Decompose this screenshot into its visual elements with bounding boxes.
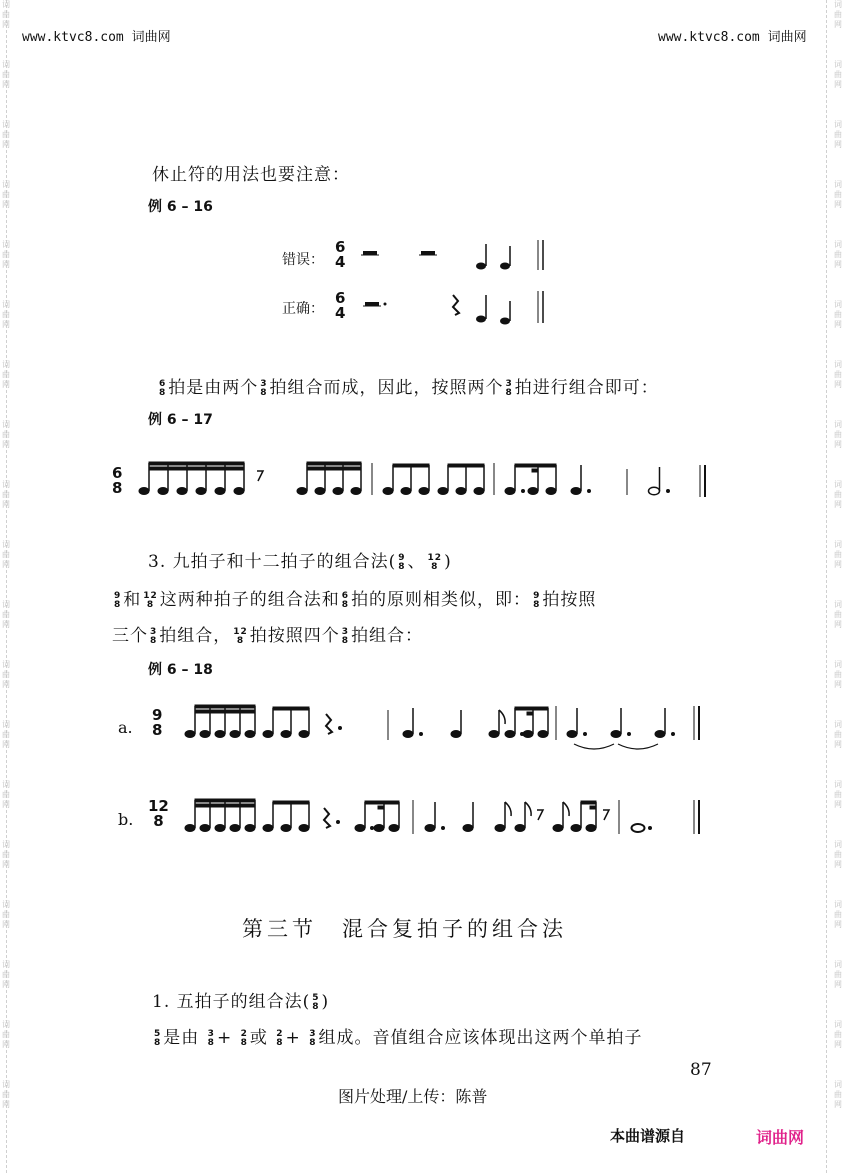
watermark-header-right: www.ktvc8.com 词曲网 bbox=[658, 30, 807, 45]
notation-example-6-18-b bbox=[176, 790, 716, 840]
side-watermark-text: 词 曲 网 bbox=[834, 660, 842, 689]
notation-example-6-17 bbox=[130, 455, 720, 500]
side-watermark-text: 词 曲 网 bbox=[2, 540, 10, 569]
time-signature-6-8: 6 8 bbox=[112, 464, 123, 497]
side-watermark-text: 词 曲 网 bbox=[2, 240, 10, 269]
side-watermark-text: 词 曲 网 bbox=[834, 840, 842, 869]
section-3-paragraph-line-1: 9 8 和 12 8 这两种拍子的组合法和 6 8 拍的原则相类似，即： 9 8 拍按照 bbox=[114, 590, 597, 610]
example-6-16-label: 例 6 – 16 bbox=[148, 199, 213, 215]
example-6-18-label: 例 6 – 18 bbox=[148, 662, 213, 678]
watermark-header-left: www.ktvc8.com 词曲网 bbox=[22, 30, 171, 45]
compound-meter-sentence: 6 8 拍是由两个 3 8 拍组合而成，因此，按照两个 3 8 拍进行组合即可： bbox=[159, 378, 659, 398]
side-watermark-text: 词 曲 网 bbox=[2, 840, 10, 869]
side-watermark-text: 词 曲 网 bbox=[2, 660, 10, 689]
side-watermark-text: 词 曲 网 bbox=[2, 360, 10, 389]
side-watermark-text: 词 曲 网 bbox=[834, 720, 842, 749]
time-signature-12-8: 12 8 bbox=[148, 797, 169, 830]
example-6-17-label: 例 6 – 17 bbox=[148, 412, 213, 428]
side-watermark-text: 词 曲 网 bbox=[834, 960, 842, 989]
section-3-heading: 3. 九拍子和十二拍子的组合法( 9 8 、 12 8 ) bbox=[148, 552, 452, 572]
time-signature-6-4-right: 6 4 bbox=[335, 289, 346, 322]
side-watermark-text: 词 曲 网 bbox=[2, 300, 10, 329]
side-watermark-text: 词 曲 网 bbox=[2, 600, 10, 629]
section-1-heading: 1. 五拍子的组合法( 5 8 ) bbox=[152, 992, 330, 1012]
section-heading: 第三节 混合复拍子的组合法 bbox=[242, 917, 567, 941]
side-watermark-text: 词 曲 网 bbox=[834, 240, 842, 269]
rest-intro-text: 休止符的用法也要注意： bbox=[152, 165, 350, 185]
notation-right bbox=[355, 285, 555, 327]
fraction-12-8: 12 8 bbox=[427, 552, 443, 572]
side-watermark-text: 词 曲 网 bbox=[834, 420, 842, 449]
row-b-label: b. bbox=[118, 810, 134, 829]
wrong-label: 错误： bbox=[282, 252, 324, 268]
side-watermark-text: 词 曲 网 bbox=[834, 360, 842, 389]
side-watermark-text: 词 曲 网 bbox=[834, 600, 842, 629]
side-watermark-text: 词 曲 网 bbox=[2, 1020, 10, 1049]
side-watermark-text: 词 曲 网 bbox=[2, 1080, 10, 1109]
left-watermark-column bbox=[0, 0, 12, 1140]
side-watermark-text: 词 曲 网 bbox=[2, 480, 10, 509]
source-label: 本曲谱源自 bbox=[610, 1127, 686, 1145]
side-watermark-text: 词 曲 网 bbox=[2, 780, 10, 809]
right-watermark-column bbox=[832, 0, 844, 1140]
section-3-paragraph-line-2: 三个 3 8 拍组合， 12 8 拍按照四个 3 8 拍组合： bbox=[112, 626, 424, 646]
side-watermark-text: 词 曲 网 bbox=[834, 120, 842, 149]
side-watermark-text: 词 曲 网 bbox=[834, 480, 842, 509]
notation-wrong bbox=[355, 232, 555, 272]
side-watermark-text: 词 曲 网 bbox=[834, 780, 842, 809]
right-label: 正确： bbox=[282, 301, 324, 317]
side-watermark-text: 词 曲 网 bbox=[2, 720, 10, 749]
fraction-6-8: 6 8 bbox=[159, 378, 167, 398]
side-watermark-text: 词 曲 网 bbox=[834, 540, 842, 569]
upload-credit: 图片处理/上传：陈普 bbox=[338, 1087, 488, 1106]
fraction-9-8: 9 8 bbox=[398, 552, 406, 572]
side-watermark-text: 词 曲 网 bbox=[2, 900, 10, 929]
side-watermark-text: 词 曲 网 bbox=[834, 60, 842, 89]
side-watermark-text: 词 曲 网 bbox=[2, 120, 10, 149]
side-watermark-text: 词 曲 网 bbox=[2, 180, 10, 209]
side-watermark-text: 词 曲 网 bbox=[2, 0, 10, 29]
fraction-5-8: 5 8 bbox=[312, 992, 320, 1012]
time-signature-6-4-wrong: 6 4 bbox=[335, 238, 346, 271]
side-watermark-text: 词 曲 网 bbox=[2, 60, 10, 89]
side-watermark-text: 词 曲 网 bbox=[834, 900, 842, 929]
notation-example-6-18-a bbox=[176, 698, 716, 760]
source-brand-link[interactable]: 词曲网 bbox=[756, 1128, 805, 1147]
section-1-paragraph: 5 8 是由 3 8 + 2 8 或 2 8 + 3 8 组成。音值组合应该体现出这两个单拍子 bbox=[154, 1028, 643, 1048]
row-a-label: a. bbox=[118, 718, 133, 737]
side-watermark-text: 词 曲 网 bbox=[834, 0, 842, 29]
side-watermark-text: 词 曲 网 bbox=[834, 300, 842, 329]
page-number: 87 bbox=[690, 1060, 712, 1080]
side-watermark-text: 词 曲 网 bbox=[2, 960, 10, 989]
side-watermark-text: 词 曲 网 bbox=[834, 1080, 842, 1109]
side-watermark-text: 词 曲 网 bbox=[834, 1020, 842, 1049]
side-watermark-text: 词 曲 网 bbox=[834, 180, 842, 209]
fraction-3-8: 3 8 bbox=[260, 378, 268, 398]
side-watermark-text: 词 曲 网 bbox=[2, 420, 10, 449]
time-signature-9-8: 9 8 bbox=[152, 706, 163, 739]
fraction-3-8-b: 3 8 bbox=[505, 378, 513, 398]
